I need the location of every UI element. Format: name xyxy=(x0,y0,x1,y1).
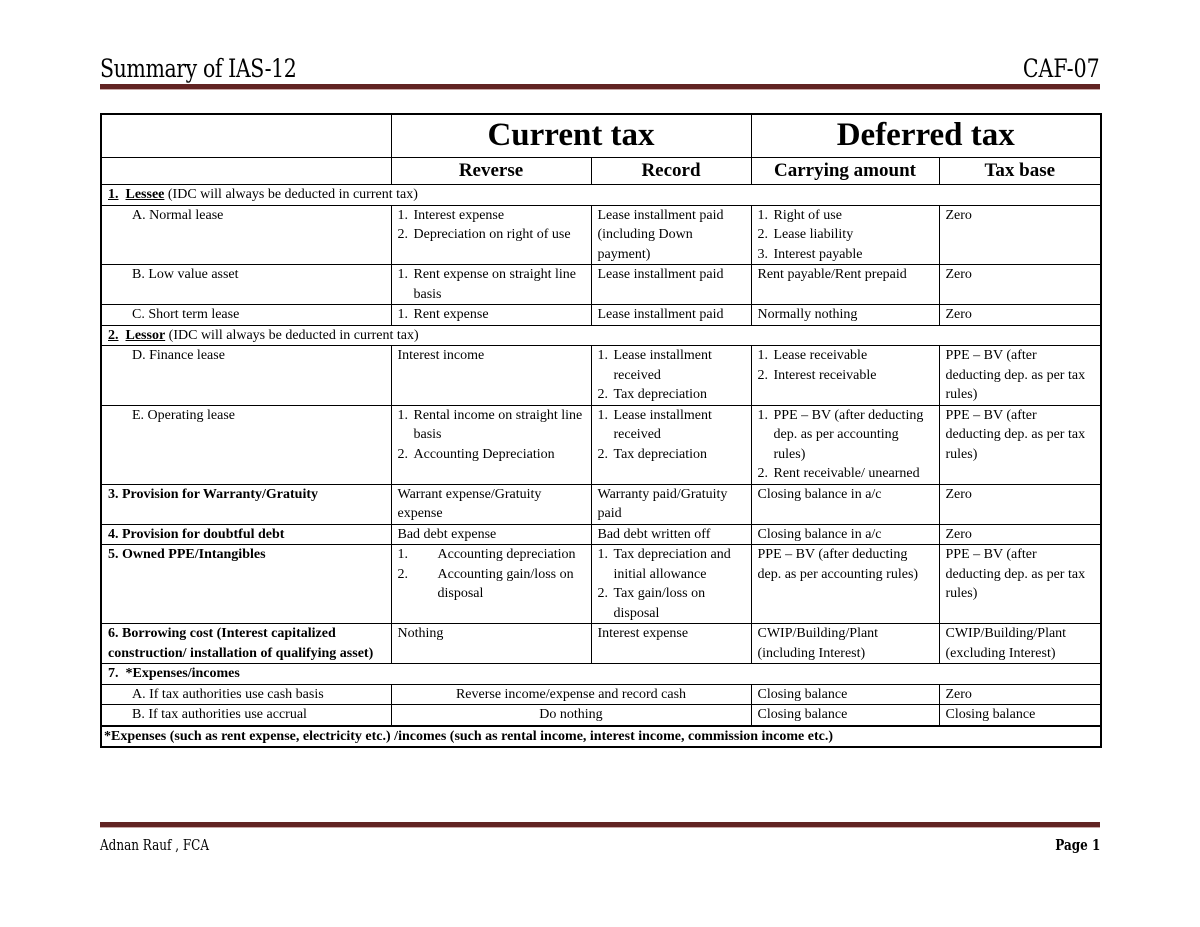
table-row xyxy=(101,346,1101,406)
list-item xyxy=(758,525,933,545)
list-item xyxy=(946,346,1095,405)
record-cell xyxy=(591,484,751,524)
list-item xyxy=(946,265,1095,285)
list-item xyxy=(398,346,585,366)
item-number: 1. xyxy=(397,267,408,282)
item-number: 1. xyxy=(397,307,408,322)
list-item xyxy=(758,485,933,505)
carrying-amount-cell xyxy=(751,405,939,484)
list-item xyxy=(758,225,933,245)
reverse-cell xyxy=(391,484,591,524)
item-text: Nothing xyxy=(397,626,444,641)
item-number: 1. xyxy=(757,348,768,363)
carrying-amount-cell xyxy=(751,524,939,545)
table-row xyxy=(101,484,1101,524)
item-text: Rent expense on straight line basis xyxy=(413,267,577,302)
course-code: CAF-07 xyxy=(1023,54,1100,83)
item-text: Accounting depreciation xyxy=(437,547,576,562)
carrying-amount-cell xyxy=(751,205,939,265)
section-number: 1. xyxy=(108,187,119,202)
item-number: 2. xyxy=(597,446,608,462)
item-text: Lease liability xyxy=(773,227,854,242)
item-text: Bad debt expense xyxy=(397,526,497,542)
row-label: E. Operating lease xyxy=(101,405,391,484)
item-text: CWIP/Building/Plant (excluding Interest) xyxy=(945,626,1067,661)
carrying-amount-cell xyxy=(751,265,939,305)
reverse-cell xyxy=(391,405,591,484)
note-row xyxy=(101,726,1101,748)
list-item xyxy=(598,584,745,623)
record-cell xyxy=(591,346,751,406)
list-item xyxy=(946,406,1095,465)
tax-base-cell xyxy=(939,405,1101,484)
tax-base-cell xyxy=(939,545,1101,624)
reverse-cell xyxy=(391,545,591,624)
list-item xyxy=(598,485,745,524)
list-item xyxy=(598,346,745,385)
page-number: Page 1 xyxy=(1054,836,1100,854)
table-row xyxy=(101,524,1101,545)
tax-base-cell: Zero xyxy=(939,684,1101,705)
list-item xyxy=(598,525,745,545)
carrying-amount-cell xyxy=(751,484,939,524)
list-item xyxy=(946,545,1095,604)
item-number: 1. xyxy=(397,407,408,423)
item-number: 2. xyxy=(757,367,768,383)
list-item xyxy=(598,206,745,265)
item-text: Lease installment received xyxy=(613,407,712,442)
item-text: Tax depreciation xyxy=(613,387,707,402)
item-text: PPE – BV (after deducting dep. as per tax rules) xyxy=(945,348,1086,402)
item-text: PPE – BV (after deducting dep. as per accounting rules) xyxy=(773,407,924,462)
row-label: B. Low value asset xyxy=(101,265,391,305)
item-text: Closing balance in a/c xyxy=(757,486,882,502)
list-item xyxy=(598,265,745,285)
list-item xyxy=(758,406,933,465)
tax-base-header: Tax base xyxy=(939,158,1101,185)
row-label: 5. Owned PPE/Intangibles xyxy=(101,545,391,624)
section-header xyxy=(101,325,1101,346)
item-number: 2. xyxy=(757,466,768,481)
tax-base-cell xyxy=(939,305,1101,326)
list-item xyxy=(946,305,1095,325)
carrying-amount-cell xyxy=(751,624,939,664)
section-note: (IDC will always be deducted in current tax) xyxy=(164,187,418,202)
list-item xyxy=(758,305,933,325)
item-text: PPE – BV (after deducting dep. as per tax rules) xyxy=(945,407,1086,462)
item-text: Warrant expense/Gratuity expense xyxy=(397,486,542,521)
item-number: 1. xyxy=(397,547,408,562)
list-item xyxy=(758,624,933,663)
record-cell xyxy=(591,524,751,545)
list-item xyxy=(758,545,933,584)
item-text: Tax gain/loss on disposal xyxy=(613,586,706,621)
table-row xyxy=(101,305,1101,326)
list-item xyxy=(398,206,585,226)
header-divider xyxy=(100,84,1100,90)
table-row xyxy=(101,405,1101,484)
current-tax-cell: Do nothing xyxy=(391,705,751,726)
reverse-cell xyxy=(391,205,591,265)
section-header xyxy=(101,185,1101,206)
item-text: Zero xyxy=(945,307,972,322)
tax-base-cell xyxy=(939,624,1101,664)
footer-divider xyxy=(100,822,1100,828)
item-text: Depreciation on right of use xyxy=(413,227,571,242)
table-row xyxy=(101,705,1101,726)
list-item xyxy=(598,305,745,325)
list-item xyxy=(758,206,933,226)
list-item xyxy=(758,265,933,285)
tax-base-cell: Closing balance xyxy=(939,705,1101,726)
section-title: *Expenses/incomes xyxy=(125,666,240,681)
item-text: CWIP/Building/Plant (including Interest) xyxy=(757,626,879,661)
item-text: Tax depreciation xyxy=(613,446,707,462)
deferred-tax-header: Deferred tax xyxy=(751,114,1101,158)
row-label: A. If tax authorities use cash basis xyxy=(101,684,391,705)
list-item xyxy=(398,485,585,524)
list-item xyxy=(598,624,745,644)
row-label: 4. Provision for doubtful debt xyxy=(101,524,391,545)
list-item xyxy=(398,225,585,245)
item-number: 2. xyxy=(397,566,408,582)
list-item xyxy=(398,445,585,465)
record-cell xyxy=(591,624,751,664)
row-label: 6. Borrowing cost (Interest capitalized construction/ installation of qualifying asset) xyxy=(101,624,391,664)
item-text: Rent payable/Rent prepaid xyxy=(757,267,907,282)
record-cell xyxy=(591,405,751,484)
current-tax-cell: Reverse income/expense and record cash xyxy=(391,684,751,705)
reverse-cell xyxy=(391,265,591,305)
list-item xyxy=(398,265,585,304)
carrying-amount-cell xyxy=(751,305,939,326)
item-text: Normally nothing xyxy=(757,307,858,322)
list-item xyxy=(398,545,585,565)
carrying-amount-cell xyxy=(751,545,939,624)
table-row xyxy=(101,624,1101,664)
item-number: 2. xyxy=(597,586,608,601)
carrying-amount-cell: Closing balance xyxy=(751,705,939,726)
record-cell xyxy=(591,305,751,326)
item-number: 3. xyxy=(757,246,768,262)
table-row xyxy=(101,265,1101,305)
item-text: Zero xyxy=(945,267,972,282)
table-row xyxy=(101,325,1101,346)
tax-base-cell xyxy=(939,205,1101,265)
current-tax-header: Current tax xyxy=(391,114,751,158)
tax-base-cell xyxy=(939,265,1101,305)
reverse-cell xyxy=(391,346,591,406)
table-row xyxy=(101,664,1101,685)
carrying-amount-cell xyxy=(751,346,939,406)
item-number: 2. xyxy=(397,227,408,242)
item-number: 2. xyxy=(597,387,608,402)
list-item xyxy=(398,525,585,545)
row-label: A. Normal lease xyxy=(101,205,391,265)
list-item xyxy=(398,565,585,604)
list-item xyxy=(946,485,1095,505)
row-label: B. If tax authorities use accrual xyxy=(101,705,391,726)
item-text: Lease installment paid xyxy=(597,267,724,282)
row-label: C. Short term lease xyxy=(101,305,391,326)
item-text: Interest income xyxy=(397,348,485,363)
item-text: Right of use xyxy=(773,207,842,223)
list-item xyxy=(398,305,585,325)
ias12-summary-table xyxy=(100,113,1102,748)
list-item xyxy=(758,366,933,386)
section-title: Lessee xyxy=(125,187,165,202)
item-number: 1. xyxy=(597,547,608,562)
document-title: Summary of IAS-12 xyxy=(100,54,297,83)
item-text: Rent expense xyxy=(413,307,489,322)
section-number: 2. xyxy=(108,327,119,343)
item-text: Lease installment received xyxy=(613,348,712,383)
section-header xyxy=(101,664,1101,685)
item-text: Tax depreciation and initial allowance xyxy=(613,547,731,582)
table-row xyxy=(101,684,1101,705)
reverse-header: Reverse xyxy=(391,158,591,185)
item-text: Lease installment paid xyxy=(597,307,724,322)
row-label: D. Finance lease xyxy=(101,346,391,406)
list-item xyxy=(758,245,933,265)
item-text: Accounting Depreciation xyxy=(413,446,555,462)
item-text: Zero xyxy=(945,526,972,542)
item-text: Rent receivable/ unearned xyxy=(773,466,920,481)
carrying-amount-cell: Closing balance xyxy=(751,684,939,705)
list-item xyxy=(946,624,1095,663)
item-text: Interest payable xyxy=(773,246,863,262)
table-row xyxy=(101,205,1101,265)
item-text: Rental income on straight line basis xyxy=(413,407,583,442)
carrying-amount-header: Carrying amount xyxy=(751,158,939,185)
item-number: 1. xyxy=(757,407,768,423)
item-number: 1. xyxy=(757,207,768,223)
list-item xyxy=(598,385,745,405)
tax-base-cell xyxy=(939,484,1101,524)
item-text: Closing balance in a/c xyxy=(757,526,882,542)
author: Adnan Rauf , FCA xyxy=(100,836,210,854)
item-text: Interest expense xyxy=(413,207,505,223)
list-item xyxy=(946,206,1095,226)
item-text: PPE – BV (after deducting dep. as per accounting rules) xyxy=(757,547,919,582)
sub-header-row xyxy=(101,158,1101,185)
section-note: (IDC will always be deducted in current tax) xyxy=(165,327,419,343)
tax-base-cell xyxy=(939,524,1101,545)
group-header-row xyxy=(101,114,1101,158)
item-text: Lease receivable xyxy=(773,348,868,363)
item-text: Lease installment paid (including Down payment) xyxy=(597,207,724,262)
section-title: Lessor xyxy=(125,327,166,343)
item-number: 2. xyxy=(757,227,768,242)
list-item xyxy=(598,545,745,584)
list-item xyxy=(598,445,745,465)
list-item xyxy=(398,406,585,445)
footnote: *Expenses (such as rent expense, electricity etc.) /incomes (such as rental income, interest income, commission income etc.) xyxy=(101,726,1101,748)
item-text: Zero xyxy=(945,207,972,223)
item-number: 1. xyxy=(397,207,408,223)
record-header: Record xyxy=(591,158,751,185)
item-text: Bad debt written off xyxy=(597,526,711,542)
section-number: 7. xyxy=(108,666,119,681)
item-number: 1. xyxy=(597,407,608,423)
list-item xyxy=(758,464,933,484)
list-item xyxy=(398,624,585,644)
table-row xyxy=(101,545,1101,624)
record-cell xyxy=(591,205,751,265)
item-text: PPE – BV (after deducting dep. as per tax rules) xyxy=(945,547,1086,601)
item-text: Warranty paid/Gratuity paid xyxy=(597,486,728,521)
item-text: Zero xyxy=(945,486,972,502)
row-label: 3. Provision for Warranty/Gratuity xyxy=(101,484,391,524)
record-cell xyxy=(591,545,751,624)
record-cell xyxy=(591,265,751,305)
item-number: 1. xyxy=(597,348,608,363)
list-item xyxy=(946,525,1095,545)
item-text: Accounting gain/loss on disposal xyxy=(437,566,574,601)
list-item xyxy=(758,346,933,366)
reverse-cell xyxy=(391,524,591,545)
reverse-cell xyxy=(391,624,591,664)
item-text: Interest expense xyxy=(597,626,689,641)
reverse-cell xyxy=(391,305,591,326)
item-number: 2. xyxy=(397,446,408,462)
table-row xyxy=(101,185,1101,206)
item-text: Interest receivable xyxy=(773,367,877,383)
list-item xyxy=(598,406,745,445)
tax-base-cell xyxy=(939,346,1101,406)
